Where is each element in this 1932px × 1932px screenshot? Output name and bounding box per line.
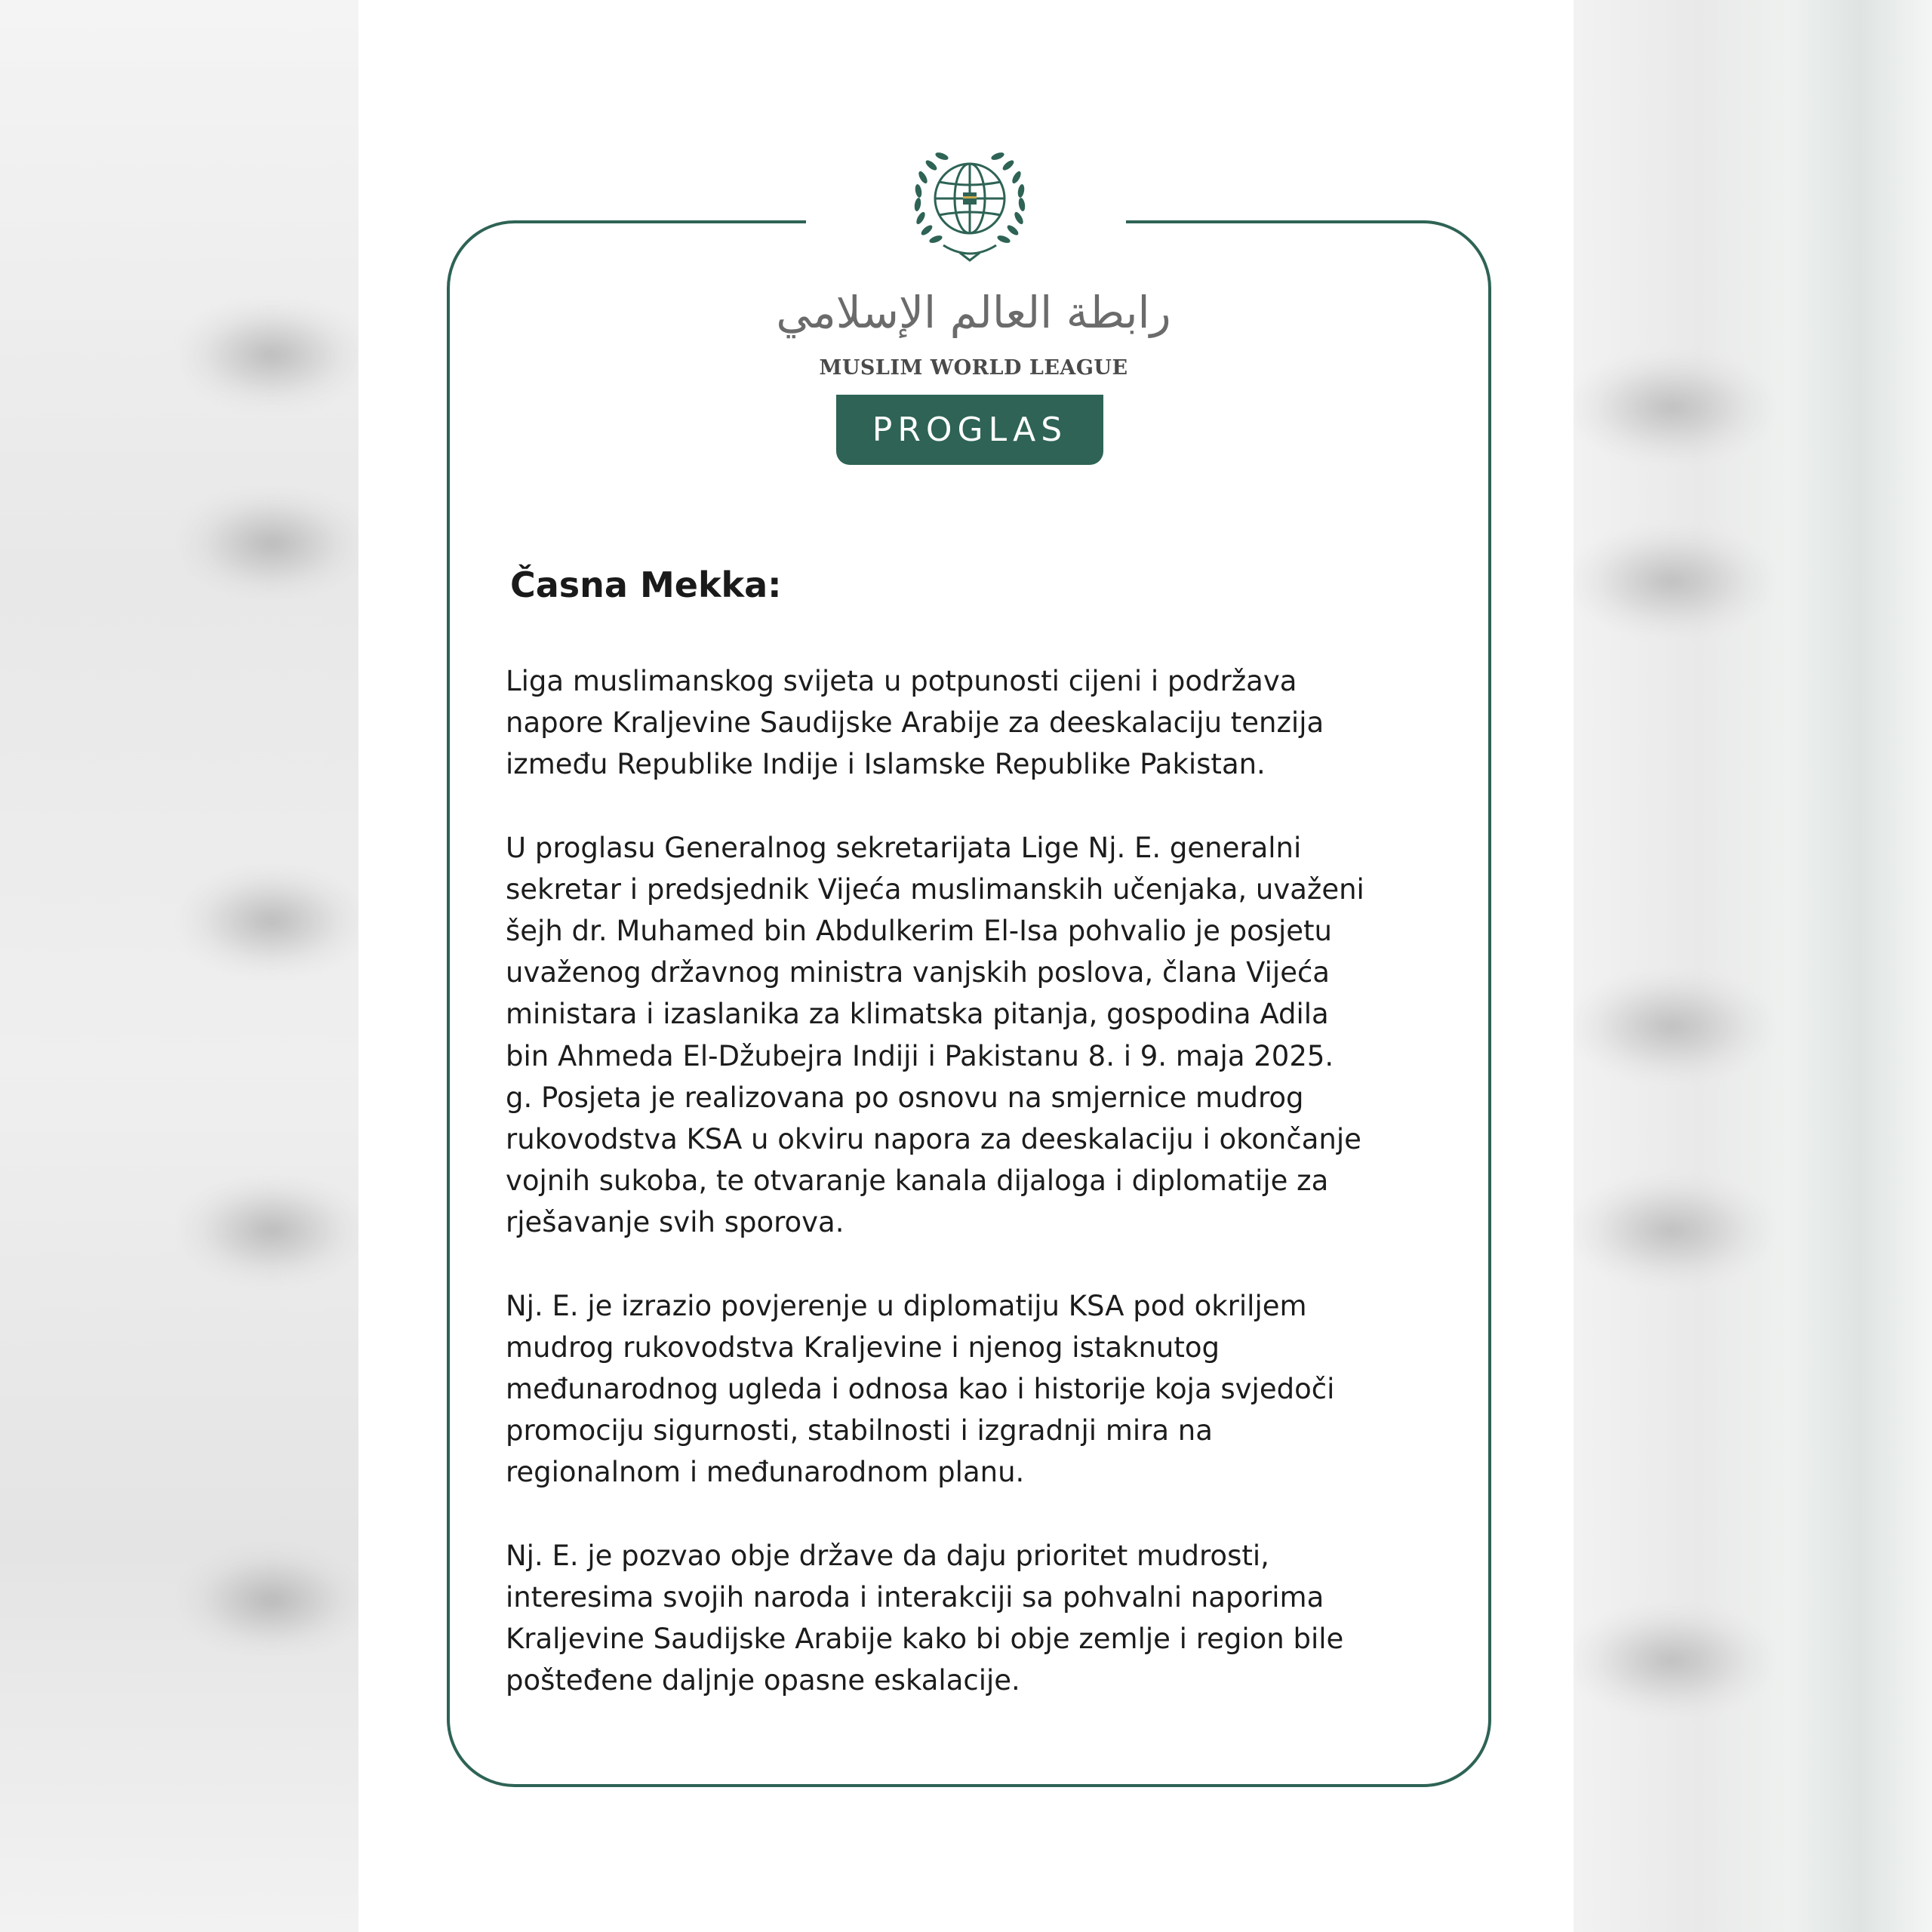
text-line: između Republike Indije i Islamske Republike Pakistan.	[506, 748, 1266, 781]
text-line: bin Ahmeda El-Džubejra Indiji i Pakistanu 8. i 9. maja 2025.	[506, 1039, 1334, 1072]
text-line: Nj. E. je izrazio povjerenje u diplomatiju KSA pod okriljem	[506, 1289, 1307, 1322]
organization-name: MUSLIM WORLD LEAGUE	[819, 356, 1128, 380]
paragraph-1	[506, 660, 1441, 786]
text-line: šejh dr. Muhamed bin Abdulkerim El-Isa pohvalio je posjetu	[506, 915, 1333, 948]
text-line: rješavanje svih sporova.	[506, 1206, 844, 1239]
text-line: vojnih sukoba, te otvaranje kanala dijaloga i diplomatije za	[506, 1164, 1329, 1198]
text-line: Nj. E. je pozvao obje države da daju prioritet mudrosti,	[506, 1539, 1269, 1572]
paragraph-4	[506, 1535, 1441, 1702]
text-line: Liga muslimanskog svijeta u potpunosti cijeni i podržava	[506, 665, 1297, 697]
text-line: pošteđene daljnje opasne eskalacije.	[506, 1664, 1020, 1697]
statement-body	[506, 660, 1441, 1743]
text-line: napore Kraljevine Saudijske Arabije za deeskalaciju tenzija	[506, 706, 1324, 740]
arabic-calligraphy-logo	[776, 269, 1171, 352]
svg-text:رابطة العالم الإسلامي: رابطة العالم الإسلامي	[776, 287, 1171, 338]
paragraph-3	[506, 1285, 1441, 1494]
blurred-background-right	[1574, 0, 1932, 1932]
text-line: uvaženog državnog ministra vanjskih poslova, člana Vijeća	[506, 956, 1330, 989]
text-line: g. Posjeta je realizovana po osnovu na smjernice mudrog	[506, 1081, 1304, 1114]
text-line: Kraljevine Saudijske Arabije kako bi obje zemlje i region bile	[506, 1623, 1344, 1656]
blurred-background-left	[0, 0, 358, 1932]
text-line: U proglasu Generalnog sekretarijata Lige Nj. E. generalni	[506, 831, 1302, 864]
text-line: promociju sigurnosti, stabilnosti i izgradnji mira na	[506, 1414, 1213, 1447]
paragraph-2	[506, 827, 1441, 1244]
text-line: međunarodnog ugleda i odnosa kao i historije koja svjedoči	[506, 1373, 1335, 1406]
text-line: rukovodstva KSA u okviru napora za deeskalaciju i okončanje	[506, 1123, 1361, 1156]
dateline-heading: Časna Mekka:	[510, 565, 782, 605]
globe-wreath-emblem	[898, 132, 1041, 268]
text-line: ministara i izaslanika za klimatska pitanja, gospodina Adila	[506, 998, 1329, 1031]
text-line: interesima svojih naroda i interakciji sa pohvalni naporima	[506, 1580, 1324, 1614]
text-line: sekretar i predsjednik Vijeća muslimanskih učenjaka, uvaženi	[506, 872, 1364, 906]
proglas-badge: PROGLAS	[836, 395, 1103, 465]
text-line: regionalnom i međunarodnom planu.	[506, 1456, 1025, 1489]
text-line: mudrog rukovodstva Kraljevine i njenog istaknutog	[506, 1331, 1220, 1364]
